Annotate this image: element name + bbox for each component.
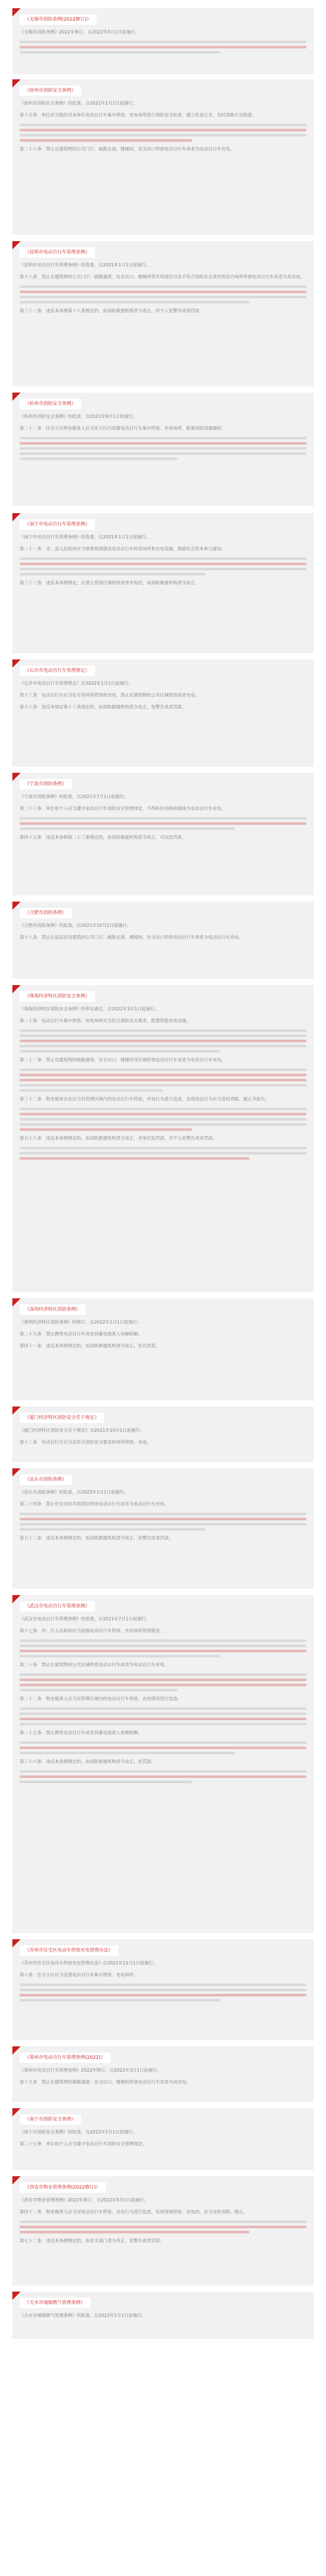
law-paragraph: 第二十六条 禁止在建筑物的公共门厅、疏散走道、楼梯间、安全出口停放电动自行车或者为电动自行车充电。 [20, 147, 235, 152]
law-card [12, 1939, 314, 2040]
law-paragraph: 第二十九条 禁止携带电动自行车或者其蓄电池进入电梯轿厢。 [20, 1332, 143, 1337]
law-paragraph: 第五十八条 违反本条例规定的，由消防救援机构责令改正，对单位处罚款，对个人处警告或者罚款。 [20, 1136, 217, 1141]
law-text-block [20, 1984, 306, 2002]
law-paragraph: 第四十二条 物业服务人应当对电动自行车停放、充电行为进行巡查，发现违规停放、充电的，应当及时劝阻、制止。 [20, 2210, 248, 2215]
law-paragraph: 第十五条 单位应当组织对本单位电动自行车集中停放、充电场所进行消防安全检查，建立检查记录，及时消除火灾隐患。 [20, 113, 257, 118]
law-card [12, 2108, 314, 2170]
law-paragraph: 第二十一条 市、县人民政府应当统筹规划建设电动自行车停放场所和充电设施，鼓励社会资本参与建设。 [20, 547, 226, 552]
law-title: 《徐州市消防安全条例》 [20, 86, 81, 96]
law-paragraph: 第六条 住宅小区应当设置电动自行车集中停放、充电场所。 [20, 1973, 138, 1978]
law-paragraph: 第二十一条 禁止在建筑物的疏散通道、安全出口、楼梯间等区域停放电动自行车或者为电动自行车充电。 [20, 1058, 226, 1063]
law-text-block [20, 1069, 306, 1092]
law-card [12, 8, 314, 74]
law-card [12, 773, 314, 895]
law-card [12, 1406, 314, 1462]
corner-marker-icon [12, 902, 21, 910]
law-title: 《武汉市电动自行车管理条例》 [20, 1601, 95, 1612]
law-title: 《南宁市电动自行车管理条例》 [20, 519, 95, 530]
law-paragraph: 《长沙市电动自行车管理规定》自2022年1月1日起施行。 [20, 681, 133, 686]
corner-marker-icon [12, 1595, 21, 1604]
law-card [12, 393, 314, 506]
corner-marker-icon [12, 2176, 21, 2185]
law-paragraph: 第二十四条 禁止在住宅的共用部位停放电动自行车或者为电动自行车充电。 [20, 1502, 169, 1507]
law-card [12, 659, 314, 767]
law-paragraph: 《合肥市消防条例》经批准，自2021年10月1日起施行。 [20, 923, 132, 928]
law-card [12, 513, 314, 653]
law-card [12, 2176, 314, 2285]
law-paragraph: 第五十二条 违反本条例规定的，由消防救援机构责令改正，处警告或者罚款。 [20, 1536, 173, 1541]
law-text-block [20, 1108, 306, 1131]
law-text-block [20, 1639, 306, 1657]
law-paragraph: 第七十二条 违反本条例规定的，由有关部门责令改正，处警告或者罚款。 [20, 2239, 165, 2244]
law-paragraph: 《西安市物业管理条例》2022年修订，自2022年5月1日起施行。 [20, 2198, 149, 2203]
corner-marker-icon [12, 79, 21, 88]
law-text-block [20, 1513, 306, 1531]
law-paragraph: 第十三条 电动自行车应当在专用场所停放和充电，禁止在建筑物的公共区域停放或者充电。 [20, 693, 200, 698]
law-title: 《天水市城镇燃气管理条例》 [20, 2298, 90, 2308]
law-paragraph: 《武汉市电动自行车管理条例》经批准，自2021年7月1日起施行。 [20, 1617, 151, 1622]
law-text-block [20, 1707, 306, 1725]
law-title: 《珠海经济特区消防安全条例》 [20, 991, 95, 1002]
corner-marker-icon [12, 2108, 21, 2117]
law-card [12, 2046, 314, 2102]
law-paragraph: 第三十二条 物业服务企业应当对管理区域内的电动自行车停放、充电行为进行巡查，发现违法行为应当及时劝阻、制止并报告。 [20, 1097, 270, 1102]
law-paragraph: 第四十一条 违反本条例规定的，由消防救援机构责令改正，处以罚款。 [20, 1344, 160, 1349]
law-paragraph: 第三十二条 违反本条例第十八条规定的，由消防救援机构责令改正，对个人处警告或者罚款。 [20, 309, 204, 314]
corner-marker-icon [12, 1406, 21, 1415]
law-paragraph: 《郑州市电动自行车管理条例》2022年修订，自2022年3月1日起施行。 [20, 2068, 162, 2073]
law-paragraph: 《厦门经济特区消防安全若干规定》自2021年10月1日起施行。 [20, 1428, 144, 1433]
law-paragraph: 《宁波市消防条例》经批准，自2021年7月1日起施行。 [20, 794, 128, 800]
law-paragraph: 第三十三条 违反本条例规定，在禁止停放区域停放或者充电的，由消防救援机构责令改正。 [20, 581, 200, 586]
law-paragraph: 第十八条 禁止在建筑物的公共门厅、疏散通道、安全出口、楼梯间等共用部位以及不符合消防安全条件的室内场所停放电动自行车或者为其充电。 [20, 275, 305, 280]
law-title: 《西安市物业管理条例(2022修订)》 [20, 2182, 106, 2193]
law-text-block [20, 557, 306, 575]
law-card [12, 241, 314, 386]
law-title: 《长沙市电动自行车管理规定》 [20, 666, 95, 676]
law-text-block [20, 1147, 306, 1160]
law-text-block [20, 817, 306, 830]
law-title: 《深圳经济特区消防条例》 [20, 1304, 86, 1315]
law-text-block [20, 285, 306, 303]
law-paragraph: 第十七条 市、区人民政府应当加强电动自行车停放、充电场所规划建设。 [20, 1629, 165, 1634]
corner-marker-icon [12, 393, 21, 401]
law-paragraph: 第十九条 禁止在建筑物的疏散通道、安全出口、楼梯间停放电动自行车或者为其充电。 [20, 2080, 191, 2085]
law-title: 《汕头市消防条例》 [20, 1475, 72, 1485]
law-title: 《无锡市消防条例(2022修订)》 [20, 14, 96, 25]
corner-marker-icon [12, 773, 21, 782]
law-paragraph: 《徐州市消防安全条例》经批准，自2021年1月1日起施行。 [20, 101, 137, 106]
law-paragraph: 第二十条 电动自行车集中停放、充电场所应当符合消防安全要求，配置智能充电设施。 [20, 1019, 191, 1024]
law-text-block [20, 437, 306, 460]
law-card [12, 1595, 314, 1933]
corner-marker-icon [12, 2292, 21, 2300]
law-card [12, 985, 314, 1292]
law-paragraph: 《杭州市消防安全条例》经批准，自2021年9月1日起施行。 [20, 414, 137, 419]
law-paragraph: 第十八条 禁止在高层民用建筑的公共门厅、疏散走道、楼梯间、安全出口停放电动自行车或者为电动自行车充电。 [20, 935, 243, 940]
law-paragraph: 第二十七条 单位和个人应当遵守电动自行车消防安全管理规定。 [20, 2142, 147, 2147]
law-paragraph: 第二十五条 禁止携带电动自行车或者其蓄电池进入电梯轿厢。 [20, 1731, 143, 1736]
law-title: 《宁波市消防条例》 [20, 779, 72, 789]
law-paragraph: 第三十六条 违反本条例规定的，由消防救援机构责令改正，处罚款。 [20, 1759, 156, 1765]
law-paragraph: 第二十二条 物业服务人应当对管理区域内的电动自行车停放、充电情况进行巡查。 [20, 1697, 182, 1702]
law-card [12, 1468, 314, 1589]
law-text-block [20, 124, 306, 142]
corner-marker-icon [12, 1939, 21, 1948]
law-card [12, 2292, 314, 2339]
law-text-block [20, 1673, 306, 1691]
corner-marker-icon [12, 985, 21, 994]
law-card [12, 79, 314, 235]
corner-marker-icon [12, 1298, 21, 1307]
law-title: 《昆明市电动自行车管理条例》 [20, 247, 95, 258]
law-paragraph: 第二十二条 住宅小区物业服务人应当在小区内设置电动自行车集中停放、充电场所，配备消防设施器材。 [20, 426, 226, 431]
corner-marker-icon [12, 513, 21, 522]
law-paragraph: 《南宁市电动自行车管理条例》经批准，自2021年1月1日起施行。 [20, 535, 151, 540]
law-paragraph: 《无锡市消防条例》2022年修订，自2022年5月1日起施行。 [20, 30, 140, 35]
law-card [12, 902, 314, 979]
law-paragraph: 《珠海经济特区消防安全条例》经审议通过，自2022年3月1日起施行。 [20, 1007, 159, 1012]
corner-marker-icon [12, 2046, 21, 2055]
law-card [12, 1298, 314, 1400]
law-paragraph: 第二十条 禁止在建筑物的公共区域停放电动自行车或者为电动自行车充电。 [20, 1663, 169, 1668]
law-title: 《杭州市消防安全条例》 [20, 399, 81, 409]
law-paragraph: 第二十三条 单位和个人应当遵守电动自行车消防安全管理规定，不得私拉电线和插座为电动自行车充电。 [20, 806, 226, 811]
law-text-block [20, 41, 306, 54]
law-paragraph: 《深圳经济特区消防条例》经修订，自2022年1月1日起施行。 [20, 1320, 142, 1325]
law-paragraph: 《汕头市消防条例》经批准，自2022年1月1日起施行。 [20, 1490, 128, 1495]
law-paragraph: 第十八条 违反本规定第十三条规定的，由消防救援机构责令改正，处警告或者罚款。 [20, 705, 187, 710]
law-text-block [20, 1029, 306, 1053]
corner-marker-icon [12, 241, 21, 250]
law-paragraph: 《天水市城镇燃气管理条例》经批准，自2022年1月1日起施行。 [20, 2313, 146, 2318]
law-paragraph: 第十二条 电动自行车应当在符合消防安全要求的场所停放、充电。 [20, 1440, 152, 1445]
corner-marker-icon [12, 1468, 21, 1477]
corner-marker-icon [12, 8, 21, 17]
law-title: 《合肥市消防条例》 [20, 908, 72, 918]
law-text-block [20, 1770, 306, 1783]
law-title: 《南宁市消防安全条例》 [20, 2114, 81, 2125]
law-paragraph: 第四十五条 违反本条例第二十三条规定的，由消防救援机构责令改正，可以处罚款。 [20, 835, 187, 840]
law-paragraph: 《苏州市住宅区电动车停放充电管理办法》自2021年11月1日起施行。 [20, 1961, 158, 1966]
law-title: 《郑州市电动自行车管理条例(2022)》 [20, 2053, 110, 2063]
corner-marker-icon [12, 659, 21, 668]
law-paragraph: 《昆明市电动自行车管理条例》经批准，自2021年1月1日起施行。 [20, 263, 151, 268]
law-title: 《苏州市住宅区电动车停放充电管理办法》 [20, 1945, 118, 1956]
law-title: 《厦门经济特区消防安全若干规定》 [20, 1413, 104, 1423]
law-paragraph: 《南宁市消防安全条例》经批准，自2022年1月1日起施行。 [20, 2130, 137, 2135]
law-text-block [20, 1741, 306, 1754]
law-text-block [20, 2221, 306, 2233]
